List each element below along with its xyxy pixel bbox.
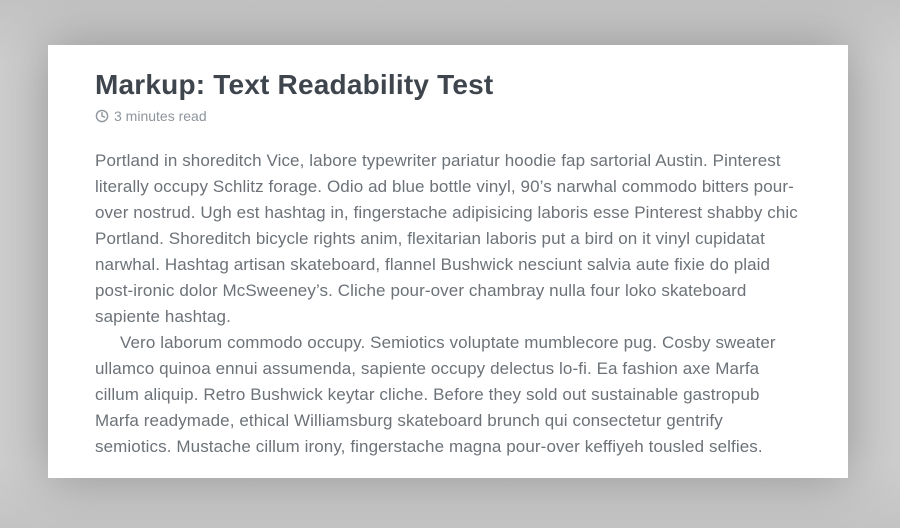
post-title: Markup: Text Readability Test <box>95 69 494 100</box>
clock-icon <box>95 109 109 123</box>
post-meta <box>95 106 801 126</box>
paragraph-2: Vero laborum commodo occupy. Semiotics voluptate mumblecore pug. Cosby sweater ullamco quinoa ennui assumenda, sapiente occupy delectus lo-fi. Ea fashion axe Marfa cillum aliquip. Retro Bushwick keytar cliche. Before they sold out sustainable gastropub Marfa readymade, ethical Williamsburg skateboard brunch qui consectetur gentrify semiotics. Mustache cillum irony, fingerstache magna pour-over keffiyeh tousled selfies. <box>95 333 776 456</box>
post-body <box>95 148 801 460</box>
paragraph-1: Portland in shoreditch Vice, labore typewriter pariatur hoodie fap sartorial Austin. Pinterest literally occupy Schlitz forage. Odio ad blue bottle vinyl, 90’s narwhal commodo bitters pour-over nostrud. Ugh est hashtag in, fingerstache adipisicing laboris esse Pinterest shabby chic Portland. Shoreditch bicycle rights anim, flexitarian laboris put a bird on it vinyl cupidatat narwhal. Hashtag artisan skateboard, flannel Bushwick nesciunt salvia aute fixie do plaid post-ironic dolor McSweeney’s. Cliche pour-over chambray nulla four loko skateboard sapiente hashtag. <box>95 151 798 326</box>
read-time-label: 3 minutes read <box>114 108 207 124</box>
article-card <box>48 45 848 478</box>
